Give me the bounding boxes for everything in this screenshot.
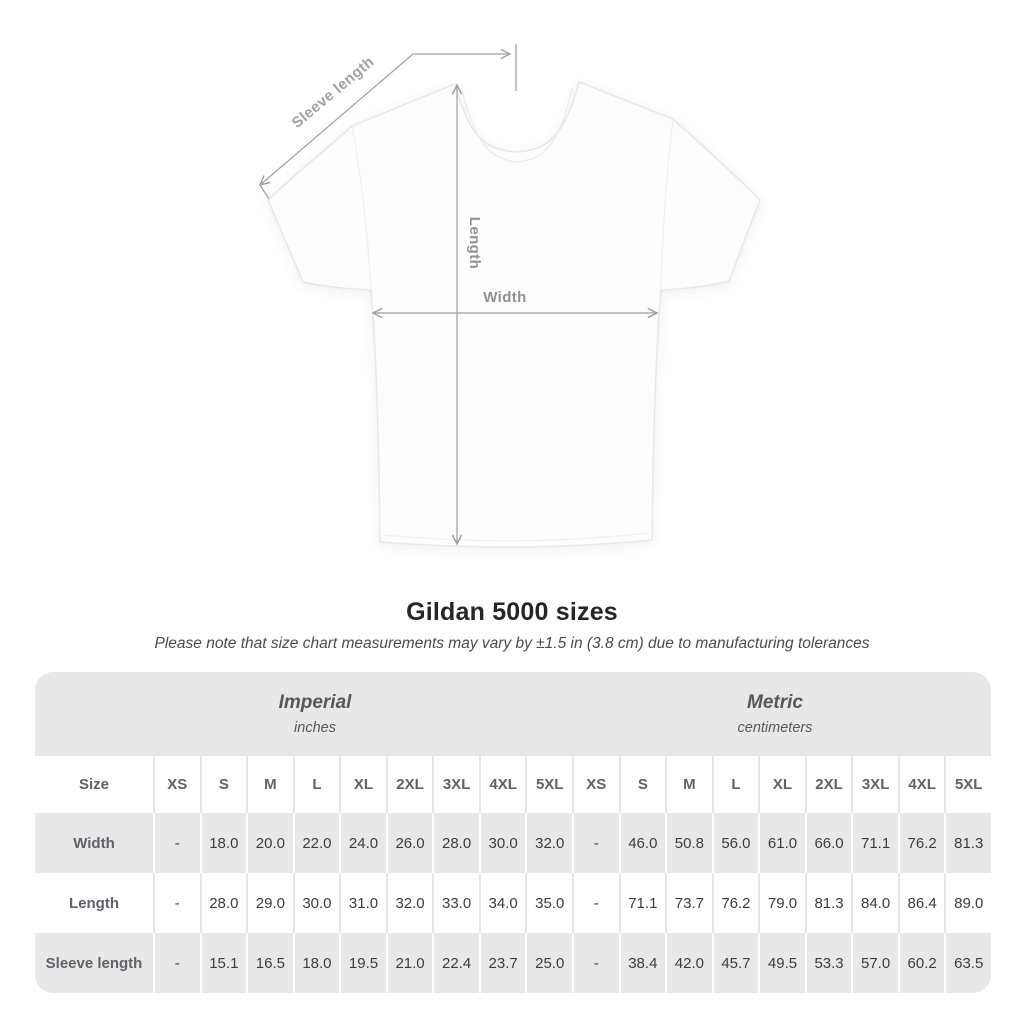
measurement-cell: - — [572, 873, 619, 933]
measurement-cell: 23.7 — [479, 933, 526, 993]
measurement-cell: 32.0 — [525, 813, 572, 873]
measurement-cell: 31.0 — [339, 873, 386, 933]
measurement-cell: 21.0 — [386, 933, 433, 993]
sleeve-length-extension — [260, 185, 269, 199]
tshirt-illustration — [268, 82, 760, 547]
measurement-cell: 38.4 — [619, 933, 666, 993]
measurement-cell: 56.0 — [712, 813, 759, 873]
measurement-cell: 35.0 — [525, 873, 572, 933]
measurement-cell: 57.0 — [851, 933, 898, 993]
metric-group-header — [738, 672, 813, 756]
measurement-cell: 46.0 — [619, 813, 666, 873]
size-header-metric-5xl: 5XL — [944, 756, 991, 813]
size-header-metric-l: L — [712, 756, 759, 813]
size-header-metric-m: M — [665, 756, 712, 813]
size-header-metric-3xl: 3XL — [851, 756, 898, 813]
table-row-length — [35, 873, 991, 933]
measurement-cell: 28.0 — [432, 813, 479, 873]
size-header-imperial-xl: XL — [339, 756, 386, 813]
measurement-cell: 61.0 — [758, 813, 805, 873]
measurement-cell: 76.2 — [712, 873, 759, 933]
measurement-cell: 79.0 — [758, 873, 805, 933]
measurement-cell: 49.5 — [758, 933, 805, 993]
measurement-cell: 19.5 — [339, 933, 386, 993]
length-label: Length — [466, 216, 483, 270]
size-table — [35, 672, 991, 993]
size-header-imperial-l: L — [293, 756, 340, 813]
measurement-cell: 86.4 — [898, 873, 945, 933]
measurement-cell: 76.2 — [898, 813, 945, 873]
measurement-cell: 26.0 — [386, 813, 433, 873]
size-header-imperial-m: M — [246, 756, 293, 813]
measurement-cell: 24.0 — [339, 813, 386, 873]
measurement-cell: 89.0 — [944, 873, 991, 933]
size-header-metric-s: S — [619, 756, 666, 813]
measurement-cell: 29.0 — [246, 873, 293, 933]
measurement-cell: 22.0 — [293, 813, 340, 873]
measurement-cell: 84.0 — [851, 873, 898, 933]
measurement-cell: 28.0 — [200, 873, 247, 933]
sleeve-length-label: Sleeve length — [288, 53, 378, 132]
imperial-label: Imperial — [278, 692, 352, 713]
size-header-metric-2xl: 2XL — [805, 756, 852, 813]
measurement-cell: 18.0 — [200, 813, 247, 873]
table-row-sleeve-length — [35, 933, 991, 993]
size-header-row — [35, 756, 991, 813]
measurement-cell: - — [153, 873, 200, 933]
measurement-cell: 30.0 — [293, 873, 340, 933]
measurement-cell: 18.0 — [293, 933, 340, 993]
table-row-width — [35, 813, 991, 873]
size-column-header: Size — [78, 776, 109, 793]
measurement-cell: 81.3 — [944, 813, 991, 873]
row-label: Sleeve length — [45, 954, 143, 972]
measurement-cell: 66.0 — [805, 813, 852, 873]
tolerance-note: Please note that size chart measurements may vary by ±1.5 in (3.8 cm) due to manufacturing tolerances — [154, 635, 870, 652]
size-header-metric-xl: XL — [758, 756, 805, 813]
measurement-cell: 81.3 — [805, 873, 852, 933]
measurement-cell: 20.0 — [246, 813, 293, 873]
row-label: Length — [69, 894, 119, 912]
metric-label: Metric — [747, 692, 803, 713]
measurement-cell: 60.2 — [898, 933, 945, 993]
size-header-imperial-3xl: 3XL — [432, 756, 479, 813]
imperial-group-header — [279, 672, 352, 756]
measurement-cell: 15.1 — [200, 933, 247, 993]
measurement-cell: 63.5 — [944, 933, 991, 993]
measurement-cell: 30.0 — [479, 813, 526, 873]
row-label: Width — [73, 834, 115, 852]
measurement-cell: 42.0 — [665, 933, 712, 993]
measurement-cell: 73.7 — [665, 873, 712, 933]
page-title: Gildan 5000 sizes — [406, 598, 618, 626]
measurement-cell: - — [153, 933, 200, 993]
measurement-cell: 53.3 — [805, 933, 852, 993]
measurement-cell: 50.8 — [665, 813, 712, 873]
unit-band — [35, 672, 991, 756]
measurement-cell: 34.0 — [479, 873, 526, 933]
table-body — [35, 813, 991, 993]
measurement-cell: - — [572, 813, 619, 873]
width-label: Width — [483, 289, 527, 306]
measurement-cell: 22.4 — [432, 933, 479, 993]
size-header-imperial-xs: XS — [153, 756, 200, 813]
measurement-cell: 71.1 — [619, 873, 666, 933]
metric-unit: centimeters — [737, 720, 813, 736]
measurement-cell: 71.1 — [851, 813, 898, 873]
measurement-cell: 16.5 — [246, 933, 293, 993]
measurement-cell: 33.0 — [432, 873, 479, 933]
size-header-metric-xs: XS — [572, 756, 619, 813]
size-header-imperial-2xl: 2XL — [386, 756, 433, 813]
measurement-cell: - — [153, 813, 200, 873]
measurement-cell: 32.0 — [386, 873, 433, 933]
size-header-metric-4xl: 4XL — [898, 756, 945, 813]
size-header-imperial-4xl: 4XL — [479, 756, 526, 813]
size-header-imperial-5xl: 5XL — [525, 756, 572, 813]
size-header-imperial-s: S — [200, 756, 247, 813]
measurement-cell: - — [572, 933, 619, 993]
measurement-cell: 45.7 — [712, 933, 759, 993]
imperial-unit: inches — [294, 720, 336, 736]
measurement-cell: 25.0 — [525, 933, 572, 993]
